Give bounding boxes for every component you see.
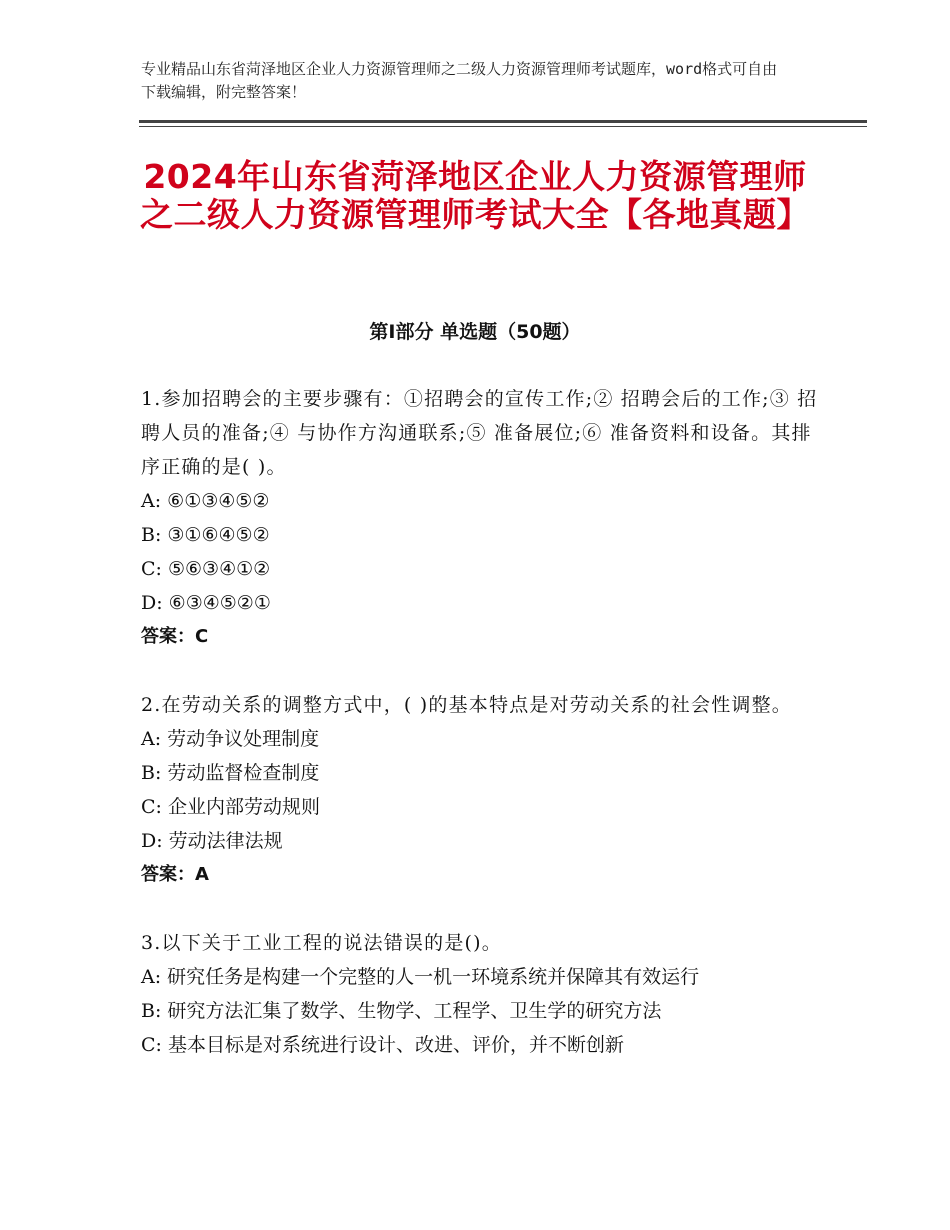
option-b: B: 研究方法汇集了数学、生物学、工程学、卫生学的研究方法 bbox=[141, 1000, 662, 1022]
document-title: 2024年山东省菏泽地区企业人力资源管理师之二级人力资源管理师考试大全【各地真题】 bbox=[140, 157, 810, 234]
option-c: C: ⑤⑥③④①② bbox=[141, 558, 271, 580]
option-a: A: 劳动争议处理制度 bbox=[141, 728, 320, 750]
option-d: D: 劳动法律法规 bbox=[141, 830, 283, 852]
question-2 bbox=[141, 688, 821, 892]
question-list bbox=[141, 382, 821, 1096]
question-3 bbox=[141, 926, 821, 1062]
option-a: A: 研究任务是构建一个完整的人一机一环境系统并保障其有效运行 bbox=[141, 966, 700, 988]
option-d: D: ⑥③④⑤②① bbox=[141, 592, 271, 614]
question-stem: 3.以下关于工业工程的说法错误的是()。 bbox=[141, 932, 502, 954]
option-b: B: ③①⑥④⑤② bbox=[141, 524, 270, 546]
header-note: 专业精品山东省菏泽地区企业人力资源管理师之二级人力资源管理师考试题库，word格式可自由下载编辑，附完整答案！ bbox=[141, 60, 778, 101]
option-c: C: 基本目标是对系统进行设计、改进、评价，并不断创新 bbox=[141, 1034, 624, 1056]
question-1 bbox=[141, 382, 821, 654]
option-a: A: ⑥①③④⑤② bbox=[141, 490, 270, 512]
option-b: B: 劳动监督检查制度 bbox=[141, 762, 320, 784]
answer-label: 答案：A bbox=[141, 864, 209, 885]
question-stem: 2.在劳动关系的调整方式中，( )的基本特点是对劳动关系的社会性调整。 bbox=[141, 694, 792, 716]
section-heading: 第Ⅰ部分 单选题（50题） bbox=[369, 321, 581, 343]
question-stem: 1.参加招聘会的主要步骤有：①招聘会的宣传工作;② 招聘会后的工作;③ 招聘人员的准备;④ 与协作方沟通联系;⑤ 准备展位;⑥ 准备资料和设备。其排序正确的是( )。 bbox=[141, 388, 818, 478]
answer-label: 答案：C bbox=[141, 626, 209, 647]
option-c: C: 企业内部劳动规则 bbox=[141, 796, 320, 818]
header-divider-thin bbox=[139, 126, 867, 127]
header-divider-thick bbox=[139, 120, 867, 123]
